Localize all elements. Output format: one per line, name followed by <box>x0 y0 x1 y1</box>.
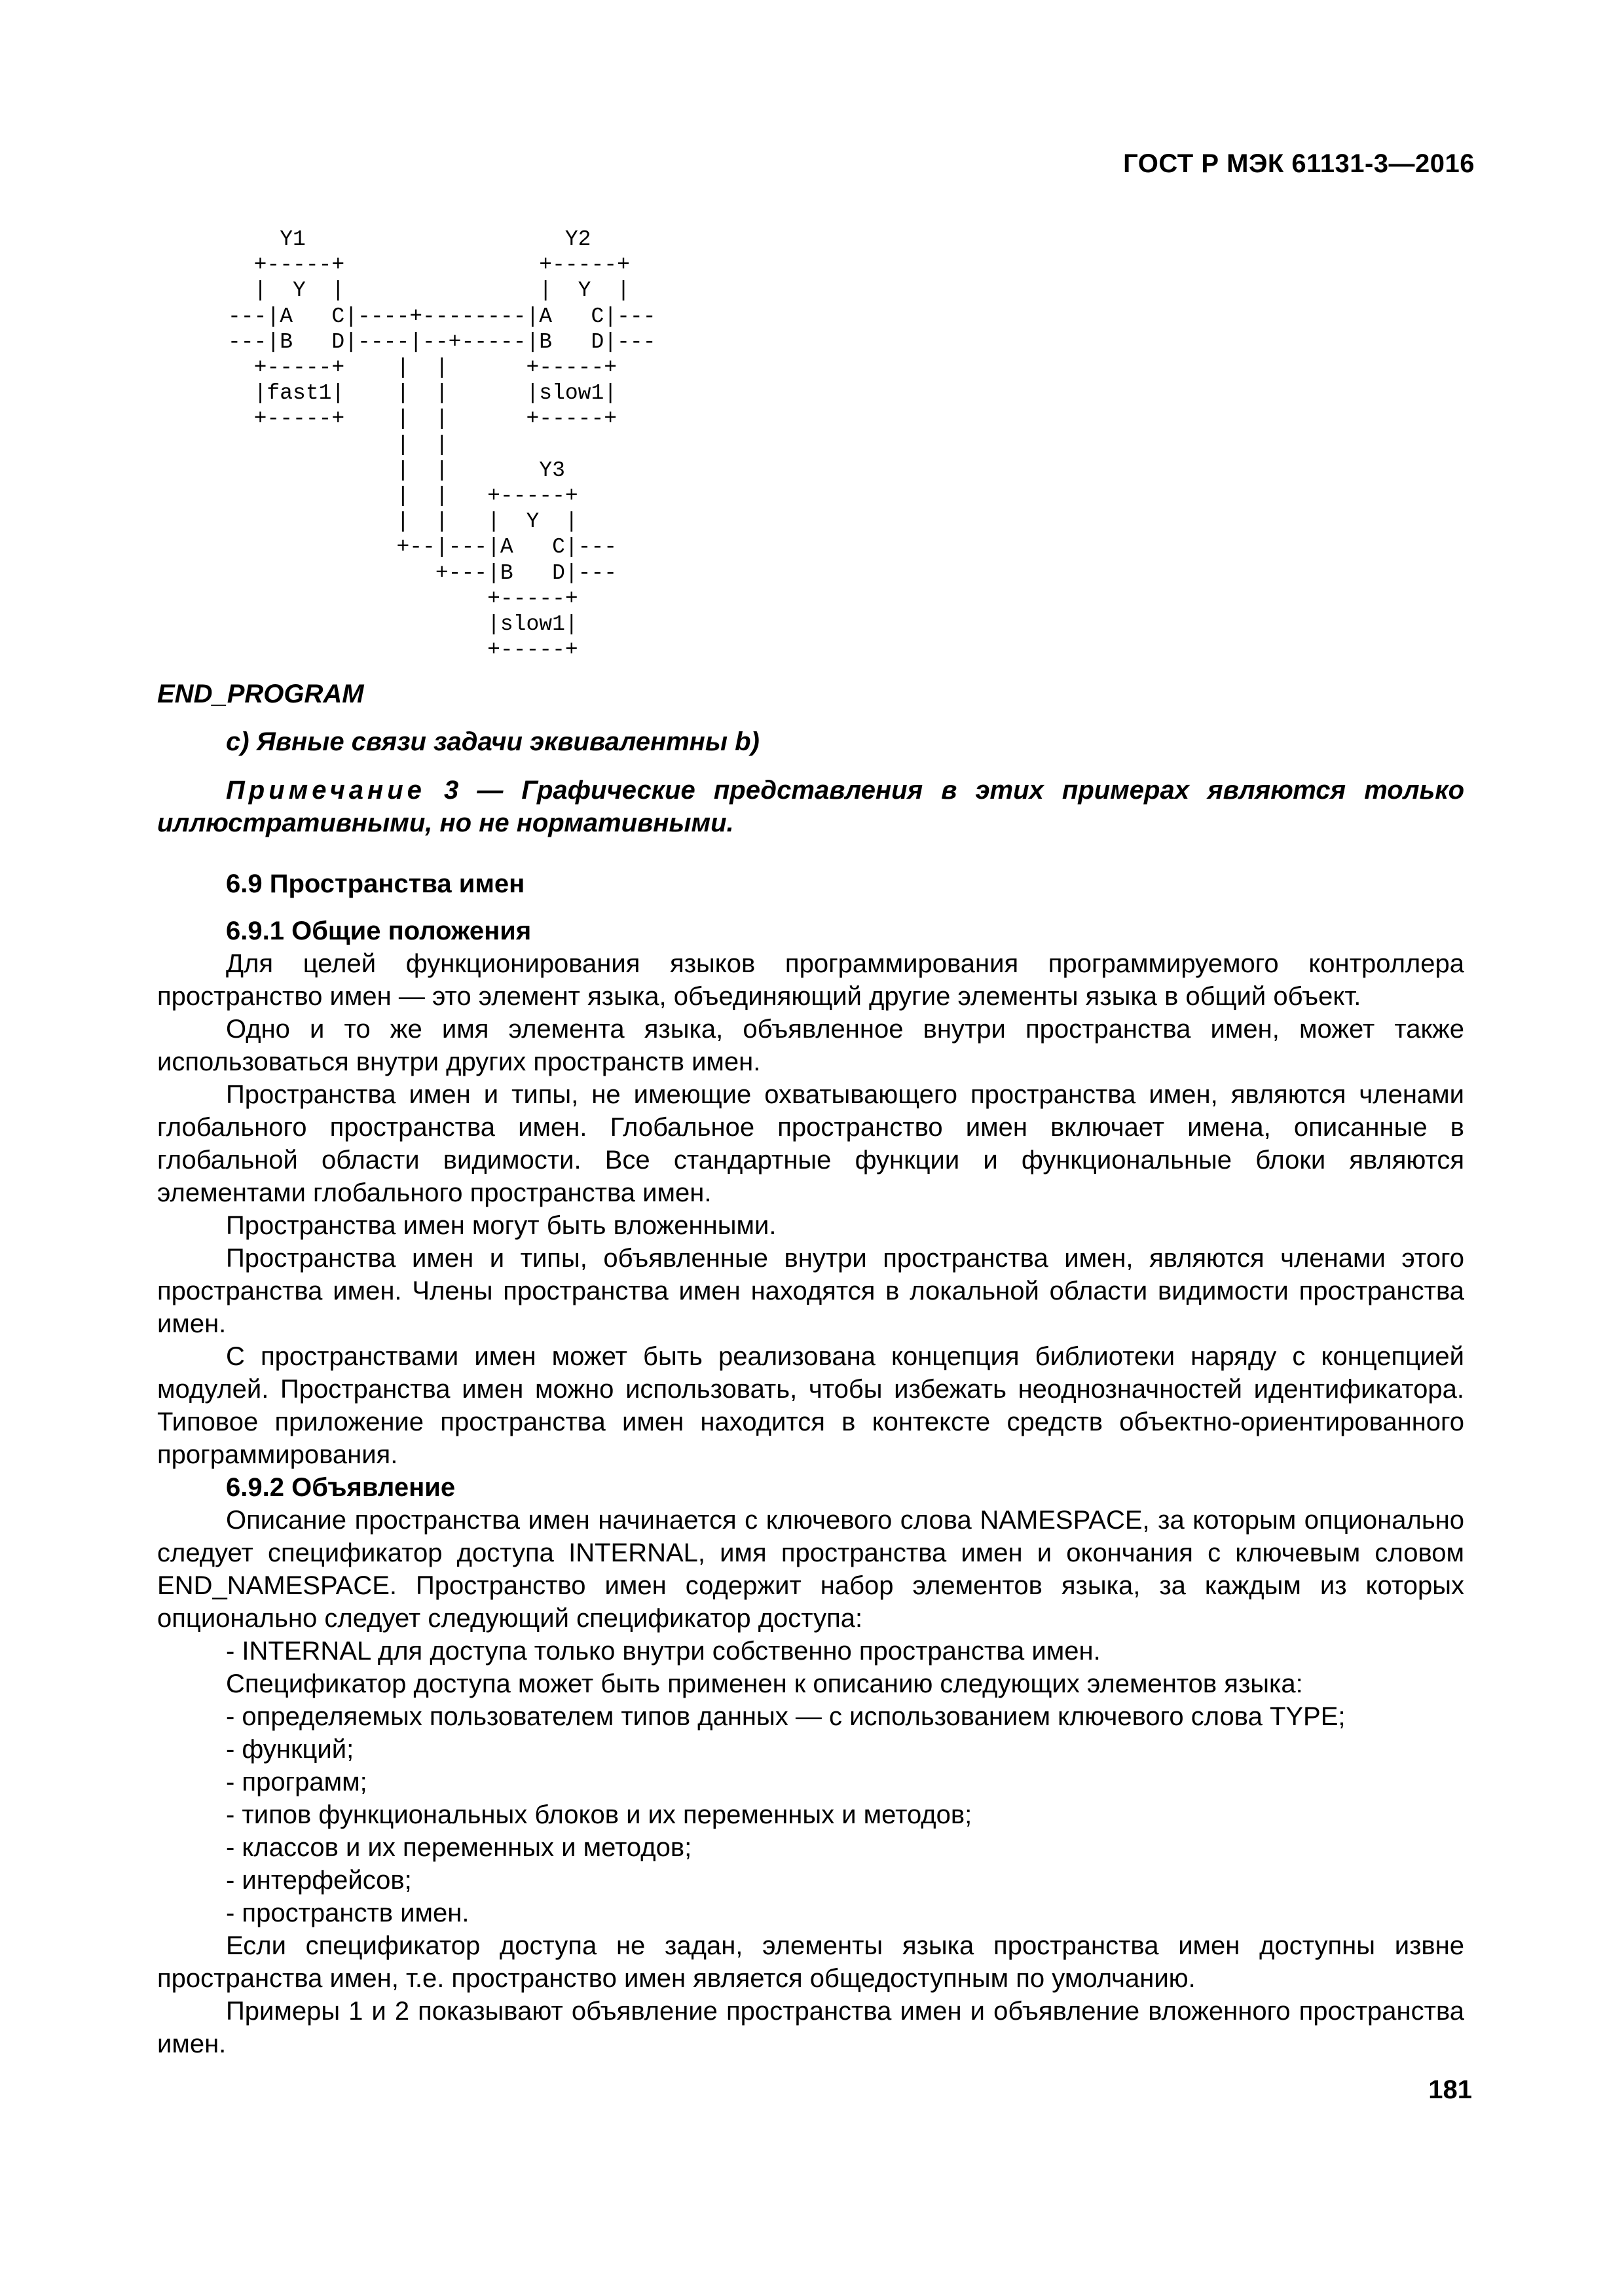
section-body <box>157 915 1464 2060</box>
paragraph: Пространства имен могут быть вложенными. <box>226 1211 777 1240</box>
list-item: - программ; <box>226 1768 367 1796</box>
note-text: 3 — Графические представления в этих примерах являются только иллюстративными, но не нормативными. <box>157 776 1464 837</box>
ascii-task-diagram: Y1 Y2 +-----+ +-----+ | Y | | Y | ---|A C|----+--------|A C|--- ---|B D|----|--+-----|B D|--- +-----+ | | +-----+ |fast1| | | |slow1| +-----+ | | +-----+ | | | | Y3 | | +-----+ | | | Y | +--|---|A C|--- +---|B D|--- +-----+ |slow1| +-----+ <box>228 227 656 663</box>
paragraph: Для целей функционирования языков программирования программируемого контроллера пространство имен — это элемент языка, объединяющий другие элементы языка в общий объект. <box>157 949 1464 1011</box>
page-number: 181 <box>1428 2075 1472 2104</box>
paragraph: Примеры 1 и 2 показывают объявление пространства имен и объявление вложенного пространства имен. <box>157 1997 1464 2058</box>
subsection-title-6-9-2: 6.9.2 Объявление <box>226 1473 456 1502</box>
paragraph: Если спецификатор доступа не задан, элементы языка пространства имен доступны извне пространства имен, т.е. пространство имен является общедоступным по умолчанию. <box>157 1931 1464 1993</box>
list-item: - типов функциональных блоков и их переменных и методов; <box>226 1800 972 1829</box>
figure-caption-c: c) Явные связи задачи эквивалентны b) <box>226 727 760 756</box>
list-item: - определяемых пользователем типов данных — с использованием ключевого слова TYPE; <box>226 1702 1346 1731</box>
list-item: - пространств имен. <box>226 1899 470 1927</box>
paragraph: Пространства имен и типы, объявленные внутри пространства имен, являются членами этого пространства имен. Члены пространства имен находятся в локальной области видимости пространства имен. <box>157 1244 1464 1338</box>
list-item: - интерфейсов; <box>226 1866 412 1895</box>
paragraph: Описание пространства имен начинается с ключевого слова NAMESPACE, за которым опционально следует спецификатор доступа INTERNAL, имя пространства имен и окончания с ключевым словом END_NAMESPACE. Пространство имен содержит набор элементов языка, за каждым из которых опционально следует следующий спецификатор доступа: <box>157 1506 1464 1633</box>
subsection-title-6-9-1: 6.9.1 Общие положения <box>226 917 532 945</box>
paragraph: Спецификатор доступа может быть применен к описанию следующих элементов языка: <box>226 1669 1303 1698</box>
list-item: - INTERNAL для доступа только внутри собственно пространства имен. <box>226 1637 1101 1666</box>
note-3 <box>157 774 1464 839</box>
list-item: - классов и их переменных и методов; <box>226 1833 692 1862</box>
section-title-6-9: 6.9 Пространства имен <box>226 869 525 898</box>
paragraph: Пространства имен и типы, не имеющие охватывающего пространства имен, являются членами глобального пространства имен. Глобальное пространство имен включает имена, описанные в глобальной области видимости. Все стандартные функции и функциональные блоки являются элементами глобального пространства имен. <box>157 1080 1464 1207</box>
standard-header: ГОСТ Р МЭК 61131-3—2016 <box>1123 149 1475 178</box>
end-program-keyword: END_PROGRAM <box>157 680 364 708</box>
paragraph: Одно и то же имя элемента языка, объявленное внутри пространства имен, может также использоваться внутри других пространств имен. <box>157 1015 1464 1076</box>
note-label: Примечание <box>226 776 426 805</box>
list-item: - функций; <box>226 1735 354 1764</box>
paragraph: С пространствами имен может быть реализована концепция библиотеки наряду с концепцией модулей. Пространства имен можно использовать, чтобы избежать неоднозначностей идентификатора. Типовое приложение пространства имен находится в контексте средств объектно-ориентированного программирования. <box>157 1342 1464 1469</box>
